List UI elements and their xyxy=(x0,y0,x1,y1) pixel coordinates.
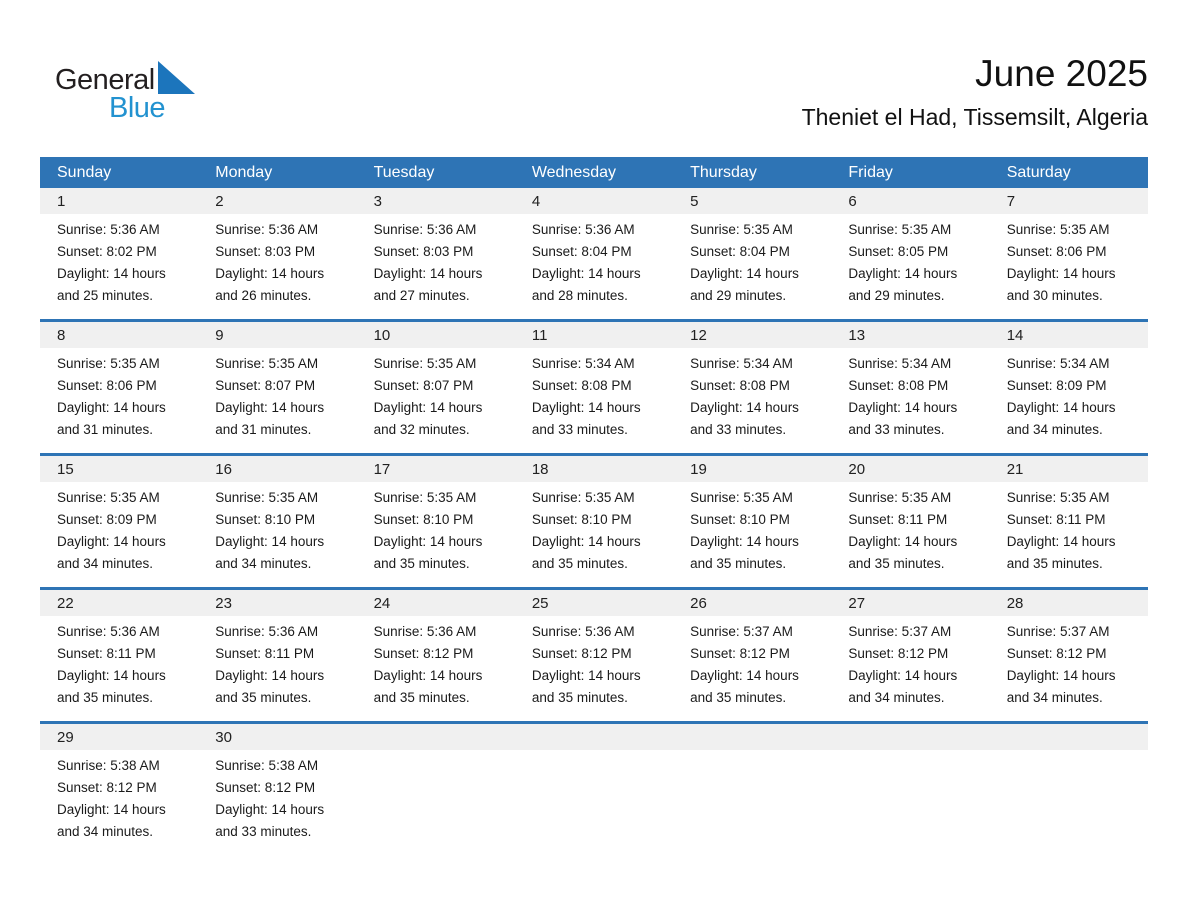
sunrise-text: Sunrise: 5:38 AM xyxy=(57,758,160,773)
daylight-text-line2: and 35 minutes. xyxy=(531,690,628,705)
day-cell-10 xyxy=(357,322,515,453)
week-row xyxy=(40,319,1148,453)
daylight-text-line1: Daylight: 14 hours xyxy=(215,266,325,281)
daylight-text-line1: Daylight: 14 hours xyxy=(57,266,166,281)
sunset-text: Sunset: 8:08 PM xyxy=(690,378,790,393)
daylight-text-line1: Daylight: 14 hours xyxy=(531,668,641,683)
day-cell-13 xyxy=(831,322,989,453)
daylight-text-line2: and 35 minutes. xyxy=(57,690,154,705)
day-number: 5 xyxy=(673,188,831,214)
sunrise-text: Sunrise: 5:34 AM xyxy=(848,356,952,371)
sunset-text: Sunset: 8:11 PM xyxy=(1006,512,1106,527)
day-cell-27 xyxy=(831,590,989,721)
sunrise-text: Sunrise: 5:36 AM xyxy=(531,624,635,639)
sunrise-text: Sunrise: 5:35 AM xyxy=(848,490,952,505)
daylight-text-line1: Daylight: 14 hours xyxy=(690,400,799,415)
sunset-text: Sunset: 8:10 PM xyxy=(373,512,474,527)
day-details xyxy=(831,214,989,319)
title-block xyxy=(802,52,1148,132)
daylight-text-line1: Daylight: 14 hours xyxy=(848,400,958,415)
weekday-header-cell-monday: Monday xyxy=(215,163,273,181)
day-cell-24 xyxy=(357,590,515,721)
sunset-text: Sunset: 8:05 PM xyxy=(848,244,949,259)
day-cell-empty xyxy=(673,724,831,855)
daylight-text-line2: and 29 minutes. xyxy=(690,288,787,303)
daylight-text-line2: and 34 minutes. xyxy=(215,556,312,571)
day-number: 23 xyxy=(198,590,356,616)
day-number: 6 xyxy=(831,188,989,214)
day-number: 22 xyxy=(40,590,198,616)
daylight-text-line2: and 34 minutes. xyxy=(57,824,154,839)
sunset-text: Sunset: 8:02 PM xyxy=(57,244,157,259)
day-details xyxy=(357,348,515,453)
sunrise-text: Sunrise: 5:37 AM xyxy=(690,624,793,639)
daylight-text-line2: and 25 minutes. xyxy=(57,288,154,303)
daylight-text-line2: and 28 minutes. xyxy=(531,288,628,303)
sunset-text: Sunset: 8:12 PM xyxy=(57,780,157,795)
daylight-text-line1: Daylight: 14 hours xyxy=(531,266,641,281)
sunset-text: Sunset: 8:12 PM xyxy=(690,646,790,661)
day-details xyxy=(515,348,673,453)
sunrise-text: Sunrise: 5:35 AM xyxy=(373,490,477,505)
day-details xyxy=(40,348,198,453)
day-details xyxy=(515,214,673,319)
day-details xyxy=(673,750,831,767)
day-number: 18 xyxy=(515,456,673,482)
day-cell-30 xyxy=(198,724,356,855)
day-details xyxy=(40,616,198,721)
daylight-text-line1: Daylight: 14 hours xyxy=(848,534,958,549)
day-number: 20 xyxy=(831,456,989,482)
calendar-table xyxy=(40,157,1148,855)
day-cell-22 xyxy=(40,590,198,721)
day-details xyxy=(673,616,831,721)
day-cell-23 xyxy=(198,590,356,721)
sunrise-text: Sunrise: 5:36 AM xyxy=(57,222,160,237)
sunrise-text: Sunrise: 5:35 AM xyxy=(848,222,952,237)
logo-general-text: General xyxy=(55,64,155,96)
day-details xyxy=(831,348,989,453)
daylight-text-line2: and 27 minutes. xyxy=(373,288,470,303)
sunrise-text: Sunrise: 5:36 AM xyxy=(373,624,477,639)
day-number: 16 xyxy=(198,456,356,482)
day-cell-29 xyxy=(40,724,198,855)
day-cell-15 xyxy=(40,456,198,587)
sunrise-text: Sunrise: 5:35 AM xyxy=(215,356,319,371)
day-cell-6 xyxy=(831,188,989,319)
day-cell-18 xyxy=(515,456,673,587)
day-cell-9 xyxy=(198,322,356,453)
day-details xyxy=(357,482,515,587)
day-details xyxy=(515,750,673,767)
day-cell-3 xyxy=(357,188,515,319)
sunset-text: Sunset: 8:12 PM xyxy=(373,646,474,661)
weekday-header-row xyxy=(40,157,1148,188)
daylight-text-line1: Daylight: 14 hours xyxy=(215,802,325,817)
day-cell-empty xyxy=(357,724,515,855)
sunrise-text: Sunrise: 5:34 AM xyxy=(690,356,793,371)
day-details xyxy=(990,348,1148,453)
day-number: 9 xyxy=(198,322,356,348)
day-number: 21 xyxy=(990,456,1148,482)
sunset-text: Sunset: 8:07 PM xyxy=(215,378,316,393)
daylight-text-line1: Daylight: 14 hours xyxy=(1006,534,1116,549)
week-row xyxy=(40,188,1148,319)
sunset-text: Sunset: 8:09 PM xyxy=(57,512,157,527)
sunrise-text: Sunrise: 5:38 AM xyxy=(215,758,319,773)
day-number: 12 xyxy=(673,322,831,348)
daylight-text-line1: Daylight: 14 hours xyxy=(1006,266,1116,281)
sunset-text: Sunset: 8:11 PM xyxy=(848,512,948,527)
daylight-text-line2: and 33 minutes. xyxy=(531,422,628,437)
day-number xyxy=(515,724,673,750)
day-details xyxy=(990,482,1148,587)
sunset-text: Sunset: 8:08 PM xyxy=(848,378,949,393)
daylight-text-line1: Daylight: 14 hours xyxy=(690,266,799,281)
sunrise-text: Sunrise: 5:35 AM xyxy=(57,356,160,371)
daylight-text-line2: and 35 minutes. xyxy=(215,690,312,705)
daylight-text-line2: and 33 minutes. xyxy=(848,422,945,437)
day-cell-4 xyxy=(515,188,673,319)
daylight-text-line2: and 31 minutes. xyxy=(215,422,312,437)
day-number: 11 xyxy=(515,322,673,348)
day-number: 4 xyxy=(515,188,673,214)
day-details xyxy=(831,750,989,767)
daylight-text-line2: and 35 minutes. xyxy=(848,556,945,571)
daylight-text-line1: Daylight: 14 hours xyxy=(57,802,166,817)
sunset-text: Sunset: 8:10 PM xyxy=(531,512,632,527)
day-number: 1 xyxy=(40,188,198,214)
daylight-text-line1: Daylight: 14 hours xyxy=(373,400,483,415)
weekday-header-cell-tuesday: Tuesday xyxy=(373,163,435,181)
daylight-text-line1: Daylight: 14 hours xyxy=(57,668,166,683)
day-details xyxy=(831,616,989,721)
daylight-text-line1: Daylight: 14 hours xyxy=(215,400,325,415)
day-number: 15 xyxy=(40,456,198,482)
day-number: 8 xyxy=(40,322,198,348)
day-cell-11 xyxy=(515,322,673,453)
day-details xyxy=(673,348,831,453)
day-cell-12 xyxy=(673,322,831,453)
day-cell-21 xyxy=(990,456,1148,587)
day-number: 29 xyxy=(40,724,198,750)
sunset-text: Sunset: 8:03 PM xyxy=(373,244,474,259)
day-number: 27 xyxy=(831,590,989,616)
day-cell-1 xyxy=(40,188,198,319)
sunrise-text: Sunrise: 5:36 AM xyxy=(531,222,635,237)
sunrise-text: Sunrise: 5:37 AM xyxy=(848,624,952,639)
weeks-container xyxy=(40,188,1148,855)
day-number xyxy=(357,724,515,750)
sunset-text: Sunset: 8:08 PM xyxy=(531,378,632,393)
daylight-text-line1: Daylight: 14 hours xyxy=(1006,400,1116,415)
day-details xyxy=(357,750,515,767)
daylight-text-line2: and 35 minutes. xyxy=(373,556,470,571)
daylight-text-line1: Daylight: 14 hours xyxy=(690,534,799,549)
daylight-text-line1: Daylight: 14 hours xyxy=(373,668,483,683)
daylight-text-line1: Daylight: 14 hours xyxy=(215,534,325,549)
day-details xyxy=(831,482,989,587)
sunset-text: Sunset: 8:12 PM xyxy=(215,780,316,795)
day-details xyxy=(40,750,198,855)
daylight-text-line1: Daylight: 14 hours xyxy=(57,400,166,415)
day-number: 2 xyxy=(198,188,356,214)
week-row xyxy=(40,721,1148,855)
daylight-text-line2: and 31 minutes. xyxy=(57,422,154,437)
daylight-text-line1: Daylight: 14 hours xyxy=(690,668,799,683)
sunrise-text: Sunrise: 5:37 AM xyxy=(1006,624,1110,639)
daylight-text-line1: Daylight: 14 hours xyxy=(531,400,641,415)
sunrise-text: Sunrise: 5:35 AM xyxy=(1006,222,1110,237)
week-row xyxy=(40,453,1148,587)
day-cell-26 xyxy=(673,590,831,721)
daylight-text-line1: Daylight: 14 hours xyxy=(373,266,483,281)
daylight-text-line2: and 30 minutes. xyxy=(1006,288,1103,303)
daylight-text-line2: and 29 minutes. xyxy=(848,288,945,303)
day-cell-19 xyxy=(673,456,831,587)
sunrise-text: Sunrise: 5:36 AM xyxy=(215,624,319,639)
sunset-text: Sunset: 8:04 PM xyxy=(690,244,790,259)
sunrise-text: Sunrise: 5:34 AM xyxy=(1006,356,1110,371)
daylight-text-line2: and 34 minutes. xyxy=(848,690,945,705)
day-number xyxy=(673,724,831,750)
sunset-text: Sunset: 8:06 PM xyxy=(57,378,157,393)
week-row xyxy=(40,587,1148,721)
day-details xyxy=(673,214,831,319)
sunset-text: Sunset: 8:07 PM xyxy=(373,378,474,393)
day-details xyxy=(990,616,1148,721)
day-number: 30 xyxy=(198,724,356,750)
day-number xyxy=(831,724,989,750)
sunset-text: Sunset: 8:04 PM xyxy=(531,244,632,259)
daylight-text-line1: Daylight: 14 hours xyxy=(1006,668,1116,683)
sunrise-text: Sunrise: 5:35 AM xyxy=(690,490,793,505)
weekday-header-cell-sunday: Sunday xyxy=(57,163,112,181)
sunrise-text: Sunrise: 5:36 AM xyxy=(57,624,160,639)
day-cell-14 xyxy=(990,322,1148,453)
sunrise-text: Sunrise: 5:35 AM xyxy=(373,356,477,371)
daylight-text-line1: Daylight: 14 hours xyxy=(848,266,958,281)
daylight-text-line1: Daylight: 14 hours xyxy=(848,668,958,683)
day-number: 13 xyxy=(831,322,989,348)
sunset-text: Sunset: 8:10 PM xyxy=(690,512,790,527)
day-number xyxy=(990,724,1148,750)
day-number: 7 xyxy=(990,188,1148,214)
daylight-text-line2: and 35 minutes. xyxy=(690,556,787,571)
sunset-text: Sunset: 8:03 PM xyxy=(215,244,316,259)
weekday-header-cell-saturday: Saturday xyxy=(1006,163,1071,181)
day-details xyxy=(198,214,356,319)
day-cell-16 xyxy=(198,456,356,587)
daylight-text-line1: Daylight: 14 hours xyxy=(215,668,325,683)
logo-blue-text: Blue xyxy=(109,92,166,124)
day-number: 19 xyxy=(673,456,831,482)
day-number: 3 xyxy=(357,188,515,214)
sunset-text: Sunset: 8:06 PM xyxy=(1006,244,1107,259)
day-details xyxy=(673,482,831,587)
day-cell-2 xyxy=(198,188,356,319)
sunrise-text: Sunrise: 5:34 AM xyxy=(531,356,635,371)
daylight-text-line2: and 33 minutes. xyxy=(215,824,312,839)
day-details xyxy=(990,750,1148,767)
sunrise-text: Sunrise: 5:35 AM xyxy=(690,222,793,237)
weekday-header-cell-thursday: Thursday xyxy=(690,163,757,181)
day-details xyxy=(198,348,356,453)
daylight-text-line2: and 32 minutes. xyxy=(373,422,470,437)
day-number: 24 xyxy=(357,590,515,616)
day-details xyxy=(515,482,673,587)
sunrise-text: Sunrise: 5:35 AM xyxy=(1006,490,1110,505)
daylight-text-line1: Daylight: 14 hours xyxy=(373,534,483,549)
daylight-text-line2: and 35 minutes. xyxy=(690,690,787,705)
sunset-text: Sunset: 8:10 PM xyxy=(215,512,316,527)
day-number: 26 xyxy=(673,590,831,616)
sunset-text: Sunset: 8:12 PM xyxy=(531,646,632,661)
day-number: 17 xyxy=(357,456,515,482)
day-details xyxy=(515,616,673,721)
generalblue-logo xyxy=(55,61,215,127)
day-details xyxy=(198,482,356,587)
day-number: 25 xyxy=(515,590,673,616)
day-details xyxy=(40,482,198,587)
sunrise-text: Sunrise: 5:36 AM xyxy=(373,222,477,237)
day-details xyxy=(198,750,356,855)
sunset-text: Sunset: 8:12 PM xyxy=(848,646,949,661)
sunrise-text: Sunrise: 5:35 AM xyxy=(531,490,635,505)
sunrise-text: Sunrise: 5:35 AM xyxy=(215,490,319,505)
day-cell-5 xyxy=(673,188,831,319)
sunrise-text: Sunrise: 5:36 AM xyxy=(215,222,319,237)
sunset-text: Sunset: 8:09 PM xyxy=(1006,378,1107,393)
location-subtitle: Theniet el Had, Tissemsilt, Algeria xyxy=(801,104,1148,130)
daylight-text-line2: and 34 minutes. xyxy=(1006,690,1103,705)
sunset-text: Sunset: 8:11 PM xyxy=(215,646,315,661)
day-cell-empty xyxy=(990,724,1148,855)
daylight-text-line2: and 26 minutes. xyxy=(215,288,312,303)
day-cell-20 xyxy=(831,456,989,587)
day-details xyxy=(198,616,356,721)
daylight-text-line2: and 35 minutes. xyxy=(531,556,628,571)
day-cell-empty xyxy=(831,724,989,855)
month-title: June 2025 xyxy=(975,53,1148,94)
daylight-text-line2: and 34 minutes. xyxy=(57,556,154,571)
weekday-header-cell-friday: Friday xyxy=(848,163,893,181)
daylight-text-line2: and 33 minutes. xyxy=(690,422,787,437)
day-cell-7 xyxy=(990,188,1148,319)
daylight-text-line1: Daylight: 14 hours xyxy=(531,534,641,549)
weekday-header-cell-wednesday: Wednesday xyxy=(531,163,617,181)
daylight-text-line1: Daylight: 14 hours xyxy=(57,534,166,549)
day-details xyxy=(990,214,1148,319)
sunset-text: Sunset: 8:11 PM xyxy=(57,646,156,661)
day-cell-17 xyxy=(357,456,515,587)
day-number: 14 xyxy=(990,322,1148,348)
sunrise-text: Sunrise: 5:35 AM xyxy=(57,490,160,505)
day-cell-28 xyxy=(990,590,1148,721)
daylight-text-line2: and 35 minutes. xyxy=(1006,556,1103,571)
daylight-text-line2: and 35 minutes. xyxy=(373,690,470,705)
day-details xyxy=(357,214,515,319)
day-details xyxy=(357,616,515,721)
day-cell-25 xyxy=(515,590,673,721)
day-cell-empty xyxy=(515,724,673,855)
day-number: 28 xyxy=(990,590,1148,616)
day-details xyxy=(40,214,198,319)
daylight-text-line2: and 34 minutes. xyxy=(1006,422,1103,437)
day-number: 10 xyxy=(357,322,515,348)
day-cell-8 xyxy=(40,322,198,453)
sunset-text: Sunset: 8:12 PM xyxy=(1006,646,1107,661)
